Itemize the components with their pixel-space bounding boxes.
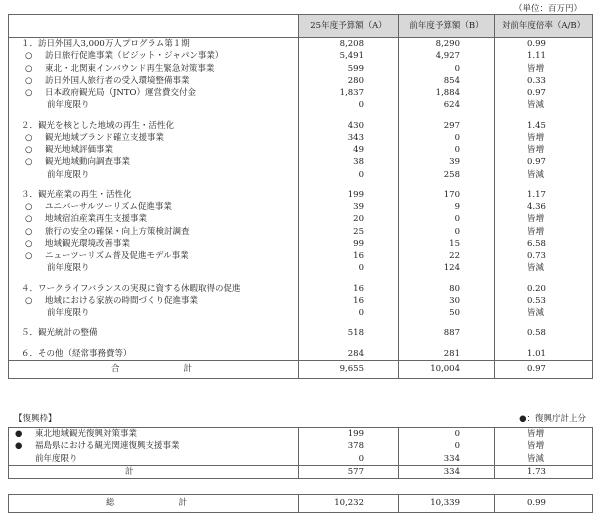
budget-b-cell: 0 (399, 226, 495, 238)
sub-item-row (9, 63, 593, 75)
item-name: 観光地域評価事業 (45, 145, 114, 155)
ratio-cell: 1.11 (495, 50, 593, 62)
prior-year-row (9, 453, 593, 466)
item-name: 東北地域観光復興対策事業 (35, 429, 138, 439)
prior-year-row (9, 99, 593, 111)
item-name: 観光地域動向調査事業 (45, 157, 131, 168)
item-name: 前年度限り (47, 263, 90, 274)
item-name-cell (9, 99, 299, 111)
item-name: 東北・北関東インバウンド再生緊急対策事業 (45, 63, 215, 74)
ratio-cell: 皆減 (495, 453, 593, 466)
budget-b-cell: 30 (399, 295, 495, 307)
total-label: 合計 (9, 360, 299, 378)
ratio-cell: 皆増 (495, 440, 593, 452)
ratio-cell: 皆増 (495, 132, 593, 144)
spacer-cell (9, 340, 299, 348)
item-name: 訪日旅行促進事業（ビジット・ジャパン事業） (45, 51, 224, 62)
item-name-cell (9, 156, 299, 168)
spacer-cell (495, 340, 593, 348)
spacer-cell (299, 275, 399, 283)
budget-b-cell: 0 (399, 132, 495, 144)
prior-year-row (9, 169, 593, 181)
header-col-a: 25年度予算額（A） (299, 15, 399, 38)
budget-a-cell: 430 (299, 120, 399, 132)
ratio-cell: 1.45 (495, 120, 593, 132)
section-row (9, 189, 593, 201)
budget-b-cell: 887 (399, 327, 495, 339)
prior-year-row (9, 262, 593, 274)
budget-a-cell: 16 (299, 283, 399, 295)
sub-item-marker: ○ (25, 145, 33, 155)
grand-total-ratio: 0.99 (495, 495, 593, 513)
ratio-cell: 皆増 (495, 226, 593, 238)
sub-item-marker: ○ (25, 214, 33, 225)
ratio-cell: 0.97 (495, 87, 593, 99)
spacer-row (9, 319, 593, 327)
fukko-legend: ●：復興庁計上分 (519, 414, 586, 424)
section-row (9, 38, 593, 51)
sub-item-row (9, 144, 593, 156)
budget-b-cell: 334 (399, 453, 495, 466)
spacer-cell (299, 319, 399, 327)
sub-item-marker: ○ (25, 251, 33, 261)
spacer-cell (495, 319, 593, 327)
budget-a-cell: 20 (299, 213, 399, 225)
spacer-cell (399, 112, 495, 120)
budget-b-cell: 297 (399, 120, 495, 132)
fukko-marker: ● (15, 441, 23, 452)
sub-item-marker: ○ (25, 88, 33, 98)
header-col-ratio: 対前年度倍率（A/B） (495, 15, 593, 38)
item-name: ユニバーサルツーリズム促進事業 (45, 202, 172, 212)
grand-total-b: 10,339 (399, 495, 495, 513)
fukko-item-row (9, 428, 593, 441)
budget-b-cell: 1,884 (399, 87, 495, 99)
fukko-item-row (9, 440, 593, 452)
item-name: １．訪日外国人3,000万人プログラム第１期 (21, 39, 190, 49)
sub-item-marker: ○ (25, 132, 33, 143)
budget-a-cell: 199 (299, 189, 399, 201)
budget-a-cell: 16 (299, 295, 399, 307)
sub-item-row (9, 132, 593, 144)
header-item (9, 15, 299, 38)
section-row (9, 283, 593, 295)
sub-item-marker: ○ (25, 295, 33, 306)
item-name-cell (9, 307, 299, 319)
sub-item-marker: ○ (25, 63, 33, 74)
item-name-cell (9, 295, 299, 307)
ratio-cell: 0.73 (495, 250, 593, 262)
spacer-row (9, 181, 593, 189)
total-b: 10,004 (399, 360, 495, 378)
item-name-cell (9, 327, 299, 339)
ratio-cell: 0.33 (495, 75, 593, 87)
spacer-cell (299, 181, 399, 189)
item-name: ４．ワークライフバランスの実現に資する休暇取得の促進 (21, 283, 241, 294)
fukko-heading: 【復興枠】 (14, 414, 57, 424)
total-a: 9,655 (299, 360, 399, 378)
spacer-row (9, 340, 593, 348)
ratio-cell: 0.20 (495, 283, 593, 295)
item-name-cell (9, 120, 299, 132)
sub-item-row (9, 226, 593, 238)
budget-b-cell: 624 (399, 99, 495, 111)
ratio-cell: 皆減 (495, 307, 593, 319)
budget-a-cell: 343 (299, 132, 399, 144)
sub-item-marker: ○ (25, 226, 33, 237)
item-name-cell (9, 428, 299, 441)
table-header (9, 15, 593, 38)
budget-a-cell: 0 (299, 169, 399, 181)
sub-item-marker: ○ (25, 202, 33, 212)
budget-a-cell: 49 (299, 144, 399, 156)
budget-b-cell: 124 (399, 262, 495, 274)
total-ratio: 0.97 (495, 360, 593, 378)
sub-item-row (9, 75, 593, 87)
item-name-cell (9, 250, 299, 262)
ratio-cell: 1.17 (495, 189, 593, 201)
budget-a-cell: 5,491 (299, 50, 399, 62)
budget-b-cell: 0 (399, 144, 495, 156)
sub-item-row (9, 250, 593, 262)
subtotal-a: 577 (299, 465, 399, 478)
budget-a-cell: 518 (299, 327, 399, 339)
ratio-cell: 皆減 (495, 262, 593, 274)
section-row (9, 327, 593, 339)
item-name: 前年度限り (47, 169, 90, 180)
fukko-marker: ● (15, 429, 23, 439)
item-name-cell (9, 87, 299, 99)
budget-b-cell: 0 (399, 428, 495, 441)
ratio-cell: 0.97 (495, 156, 593, 168)
budget-a-cell: 8,208 (299, 38, 399, 51)
budget-a-cell: 0 (299, 99, 399, 111)
budget-b-cell: 80 (399, 283, 495, 295)
header-col-b: 前年度予算額（B） (399, 15, 495, 38)
budget-b-cell: 8,290 (399, 38, 495, 51)
spacer-cell (495, 275, 593, 283)
budget-a-cell: 0 (299, 453, 399, 466)
unit-label: （単位：百万円） (513, 4, 582, 14)
item-name: 前年度限り (35, 453, 78, 464)
item-name: ６．その他（経常事務費等） (21, 348, 132, 359)
budget-b-cell: 0 (399, 63, 495, 75)
ratio-cell: 皆増 (495, 144, 593, 156)
budget-a-cell: 39 (299, 201, 399, 213)
grand-total-a: 10,232 (299, 495, 399, 513)
spacer-row (9, 112, 593, 120)
sub-item-row (9, 50, 593, 62)
sub-item-marker: ○ (25, 238, 33, 249)
item-name: ニューツーリズム普及促進モデル事業 (45, 251, 189, 261)
item-name-cell (9, 144, 299, 156)
sub-item-marker: ○ (25, 75, 33, 86)
ratio-cell: 皆増 (495, 428, 593, 441)
budget-a-cell: 25 (299, 226, 399, 238)
budget-a-cell: 378 (299, 440, 399, 452)
budget-b-cell: 258 (399, 169, 495, 181)
ratio-cell: 4.36 (495, 201, 593, 213)
item-name-cell (9, 238, 299, 250)
item-name-cell (9, 38, 299, 51)
item-name-cell (9, 50, 299, 62)
grand-total-table (8, 494, 593, 513)
spacer-cell (495, 181, 593, 189)
spacer-cell (299, 340, 399, 348)
prior-year-row (9, 307, 593, 319)
ratio-cell: 皆減 (495, 99, 593, 111)
item-name-cell (9, 453, 299, 466)
ratio-cell: 6.58 (495, 238, 593, 250)
sub-item-row (9, 201, 593, 213)
sub-item-marker: ○ (25, 51, 33, 62)
item-name: 日本政府観光局（JNTO）運営費交付金 (45, 88, 196, 98)
spacer-cell (399, 181, 495, 189)
grand-total-row (9, 495, 593, 513)
budget-a-cell: 599 (299, 63, 399, 75)
spacer-cell (399, 275, 495, 283)
spacer-cell (9, 181, 299, 189)
budget-rows (9, 38, 593, 379)
item-name-cell (9, 132, 299, 144)
section-row (9, 348, 593, 361)
item-name: 地域における家族の時間づくり促進事業 (45, 295, 199, 306)
item-name: 地域観光環境改善事業 (45, 238, 131, 249)
item-name-cell (9, 440, 299, 452)
budget-table (8, 14, 593, 379)
budget-b-cell: 15 (399, 238, 495, 250)
item-name-cell (9, 213, 299, 225)
budget-b-cell: 0 (399, 440, 495, 452)
sub-item-row (9, 87, 593, 99)
ratio-cell: 0.53 (495, 295, 593, 307)
budget-a-cell: 0 (299, 262, 399, 274)
budget-b-cell: 50 (399, 307, 495, 319)
spacer-cell (495, 112, 593, 120)
budget-b-cell: 22 (399, 250, 495, 262)
budget-a-cell: 284 (299, 348, 399, 361)
item-name: ３．観光産業の再生・活性化 (21, 189, 132, 200)
grand-total-label: 総計 (9, 495, 299, 513)
budget-a-cell: 99 (299, 238, 399, 250)
spacer-cell (299, 112, 399, 120)
item-name-cell (9, 348, 299, 361)
item-name-cell (9, 63, 299, 75)
budget-a-cell: 280 (299, 75, 399, 87)
spacer-cell (399, 340, 495, 348)
sub-item-row (9, 156, 593, 168)
item-name: ５．観光統計の整備 (21, 328, 98, 339)
item-name-cell (9, 283, 299, 295)
budget-a-cell: 1,837 (299, 87, 399, 99)
item-name-cell (9, 75, 299, 87)
item-name-cell (9, 201, 299, 213)
spacer-cell (399, 319, 495, 327)
item-name: 前年度限り (47, 308, 90, 318)
budget-b-cell: 9 (399, 201, 495, 213)
budget-b-cell: 4,927 (399, 50, 495, 62)
subtotal-b: 334 (399, 465, 495, 478)
budget-b-cell: 39 (399, 156, 495, 168)
item-name: 福島県における観光関連復興支援事業 (35, 441, 180, 452)
ratio-cell: 皆減 (495, 169, 593, 181)
fukko-rows (9, 428, 593, 479)
budget-a-cell: 0 (299, 307, 399, 319)
ratio-cell: 0.99 (495, 38, 593, 51)
budget-b-cell: 0 (399, 213, 495, 225)
sub-item-row (9, 295, 593, 307)
budget-a-cell: 38 (299, 156, 399, 168)
subtotal-ratio: 1.73 (495, 465, 593, 478)
sub-item-marker: ○ (25, 157, 33, 168)
budget-a-cell: 16 (299, 250, 399, 262)
ratio-cell: 0.58 (495, 327, 593, 339)
fukko-subtotal-row (9, 465, 593, 478)
budget-b-cell: 170 (399, 189, 495, 201)
item-name-cell (9, 189, 299, 201)
item-name: 旅行の安全の確保・向上方策検討調査 (45, 226, 190, 237)
sub-item-row (9, 213, 593, 225)
item-name: ２．観光を核とした地域の再生・活性化 (21, 120, 175, 131)
budget-a-cell: 199 (299, 428, 399, 441)
item-name-cell (9, 262, 299, 274)
ratio-cell: 1.01 (495, 348, 593, 361)
item-name-cell (9, 169, 299, 181)
total-row (9, 360, 593, 378)
section-row (9, 120, 593, 132)
ratio-cell: 皆増 (495, 63, 593, 75)
sub-item-row (9, 238, 593, 250)
subtotal-label: 計 (9, 465, 299, 478)
spacer-row (9, 275, 593, 283)
item-name: 前年度限り (47, 100, 90, 111)
item-name: 地域宿泊産業再生支援事業 (45, 214, 148, 225)
budget-b-cell: 854 (399, 75, 495, 87)
ratio-cell: 皆増 (495, 213, 593, 225)
item-name: 観光地域ブランド確立支援事業 (45, 132, 165, 143)
spacer-cell (9, 275, 299, 283)
item-name: 訪日外国人旅行者の受入環境整備事業 (45, 75, 190, 86)
spacer-cell (9, 319, 299, 327)
fukko-table (8, 427, 593, 479)
budget-b-cell: 281 (399, 348, 495, 361)
item-name-cell (9, 226, 299, 238)
spacer-cell (9, 112, 299, 120)
